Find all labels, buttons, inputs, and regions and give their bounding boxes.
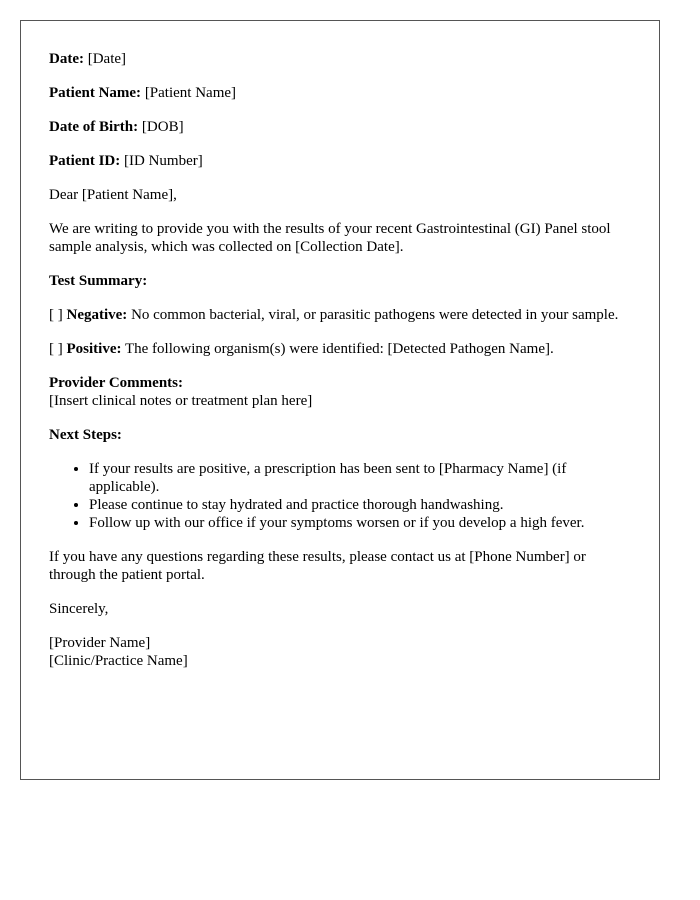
- next-step-item: • Follow up with our office if your symptoms worsen or if you develop a high fever.: [89, 514, 631, 532]
- dob-label: Date of Birth:: [49, 119, 139, 135]
- next-steps-heading: [49, 426, 631, 444]
- negative-result-line: [49, 306, 631, 324]
- patient-name-line: [49, 84, 631, 102]
- date-line: [49, 50, 631, 68]
- test-summary-heading: [49, 272, 631, 290]
- next-step-item: • If your results are positive, a prescription has been sent to [Pharmacy Name] (if applicable).: [89, 460, 631, 496]
- patient-id-value: [ID Number]: [120, 153, 203, 169]
- negative-label: Negative:: [66, 307, 128, 323]
- negative-checkbox: [ ]: [49, 307, 63, 323]
- dob-value: [DOB]: [138, 119, 184, 135]
- provider-name: [Provider Name]: [49, 635, 151, 651]
- provider-comments-heading-text: Provider Comments:: [49, 375, 184, 391]
- positive-checkbox: [ ]: [49, 341, 63, 357]
- patient-name-value: [Patient Name]: [141, 85, 237, 101]
- positive-result-line: [49, 340, 631, 358]
- patient-id-line: [49, 152, 631, 170]
- contact-paragraph: If you have any questions regarding these results, please contact us at [Phone Number] or through the patient portal.: [49, 549, 586, 583]
- date-label: Date:: [49, 51, 84, 67]
- provider-comments-heading: [49, 374, 631, 392]
- next-steps-list: [49, 460, 631, 532]
- intro-paragraph: We are writing to provide you with the results of your recent Gastrointestinal (GI) Panel stool sample analysis, which was collected on [Collection Date].: [49, 221, 611, 255]
- date-value: [Date]: [83, 51, 127, 67]
- next-steps-heading-text: Next Steps:: [49, 427, 122, 443]
- test-summary-heading-text: Test Summary:: [49, 273, 148, 289]
- negative-text: No common bacterial, viral, or parasitic pathogens were detected in your sample.: [127, 307, 619, 323]
- greeting: Dear [Patient Name],: [49, 187, 177, 203]
- provider-comments-text: [Insert clinical notes or treatment plan here]: [49, 393, 313, 409]
- next-step-item: • Please continue to stay hydrated and practice thorough handwashing.: [89, 496, 631, 514]
- positive-label: Positive:: [66, 341, 122, 357]
- positive-text: The following organism(s) were identified: [Detected Pathogen Name].: [121, 341, 554, 357]
- patient-name-label: Patient Name:: [49, 85, 142, 101]
- clinic-name: [Clinic/Practice Name]: [49, 653, 188, 669]
- closing: Sincerely,: [49, 601, 109, 617]
- dob-line: [49, 118, 631, 136]
- patient-id-label: Patient ID:: [49, 153, 121, 169]
- letter-document: [20, 20, 660, 780]
